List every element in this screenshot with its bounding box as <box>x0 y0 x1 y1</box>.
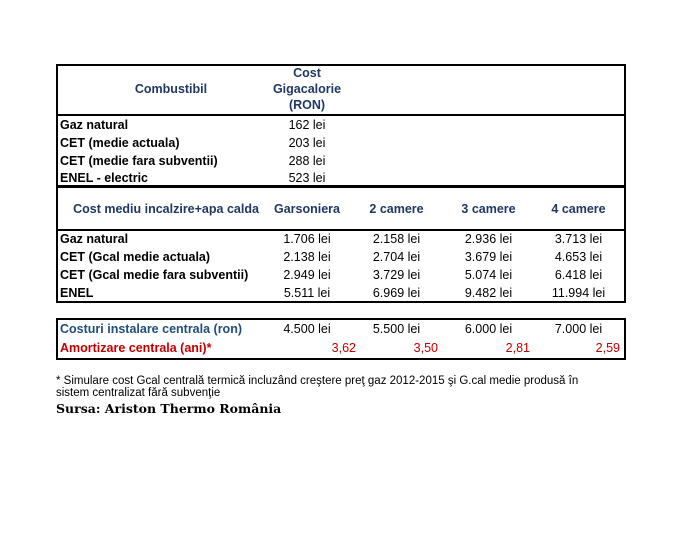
install-cost-value: 7.000 lei <box>554 322 603 336</box>
source-credit: Sursa: Ariston Thermo România <box>56 401 282 416</box>
fuel-value: 162 lei <box>288 118 326 132</box>
footnote-line2: sistem centralizat fără subvenţie <box>56 387 221 399</box>
heating-value: 4.653 lei <box>554 250 603 264</box>
footnote-line1: * Simulare cost Gcal centrală termică incluzând creştere preţ gaz 2012-2015 şi G.cal medie produsă în <box>56 375 579 387</box>
heating-value: 11.994 lei <box>551 286 606 300</box>
heating-value: 2.138 lei <box>283 250 331 264</box>
header-garsoniera: Garsoniera <box>273 202 340 216</box>
install-cost-value: 6.000 lei <box>464 322 513 336</box>
heating-row-name: ENEL <box>60 286 94 300</box>
heating-value: 2.936 lei <box>464 232 513 246</box>
install-cost-value: 5.500 lei <box>372 322 421 336</box>
header-cost-line2: Gigacalorie <box>272 82 342 96</box>
heating-value: 2.704 lei <box>372 250 421 264</box>
heating-value: 2.158 lei <box>372 232 421 246</box>
fuel-value: 203 lei <box>288 136 326 150</box>
heating-value: 2.949 lei <box>283 268 331 282</box>
header-cost-line3: (RON) <box>288 98 326 112</box>
header-3-camere: 3 camere <box>461 202 516 216</box>
install-cost-label: Costuri instalare centrala (ron) <box>60 322 242 336</box>
install-cost-value: 4.500 lei <box>283 322 331 336</box>
header-4-camere: 4 camere <box>551 202 606 216</box>
fuel-value: 523 lei <box>288 171 326 185</box>
heating-value: 6.969 lei <box>372 286 421 300</box>
heating-value: 5.074 lei <box>464 268 513 282</box>
heating-value: 3.729 lei <box>372 268 421 282</box>
fuel-name: CET (medie actuala) <box>60 136 180 150</box>
header-cost-line1: Cost <box>293 66 321 80</box>
header-2-camere: 2 camere <box>369 202 424 216</box>
fuel-name: ENEL - electric <box>60 171 149 185</box>
amortization-label: Amortizare centrala (ani)* <box>60 341 212 355</box>
heating-row-name: CET (Gcal medie actuala) <box>60 250 211 264</box>
heating-row-name: Gaz natural <box>60 232 129 246</box>
fuel-header-divider <box>56 114 626 116</box>
heating-value: 6.418 lei <box>554 268 603 282</box>
header-fuel: Combustibil <box>134 82 208 96</box>
header-heating-cost: Cost mediu incalzire+apa calda <box>73 202 259 216</box>
amortization-value: 2,81 <box>505 341 530 355</box>
heating-value: 3.679 lei <box>464 250 513 264</box>
heating-value: 9.482 lei <box>464 286 513 300</box>
heating-value: 3.713 lei <box>554 232 603 246</box>
heating-value: 5.511 lei <box>283 286 331 300</box>
amortization-value: 2,59 <box>595 341 620 355</box>
fuel-value: 288 lei <box>288 154 326 168</box>
heating-row-name: CET (Gcal medie fara subventii) <box>60 268 249 282</box>
heating-value: 1.706 lei <box>283 232 331 246</box>
fuel-name: CET (medie fara subventii) <box>60 154 218 168</box>
amortization-value: 3,50 <box>413 341 438 355</box>
heating-header-divider <box>56 229 626 231</box>
amortization-value: 3,62 <box>331 341 356 355</box>
fuel-name: Gaz natural <box>60 118 129 132</box>
